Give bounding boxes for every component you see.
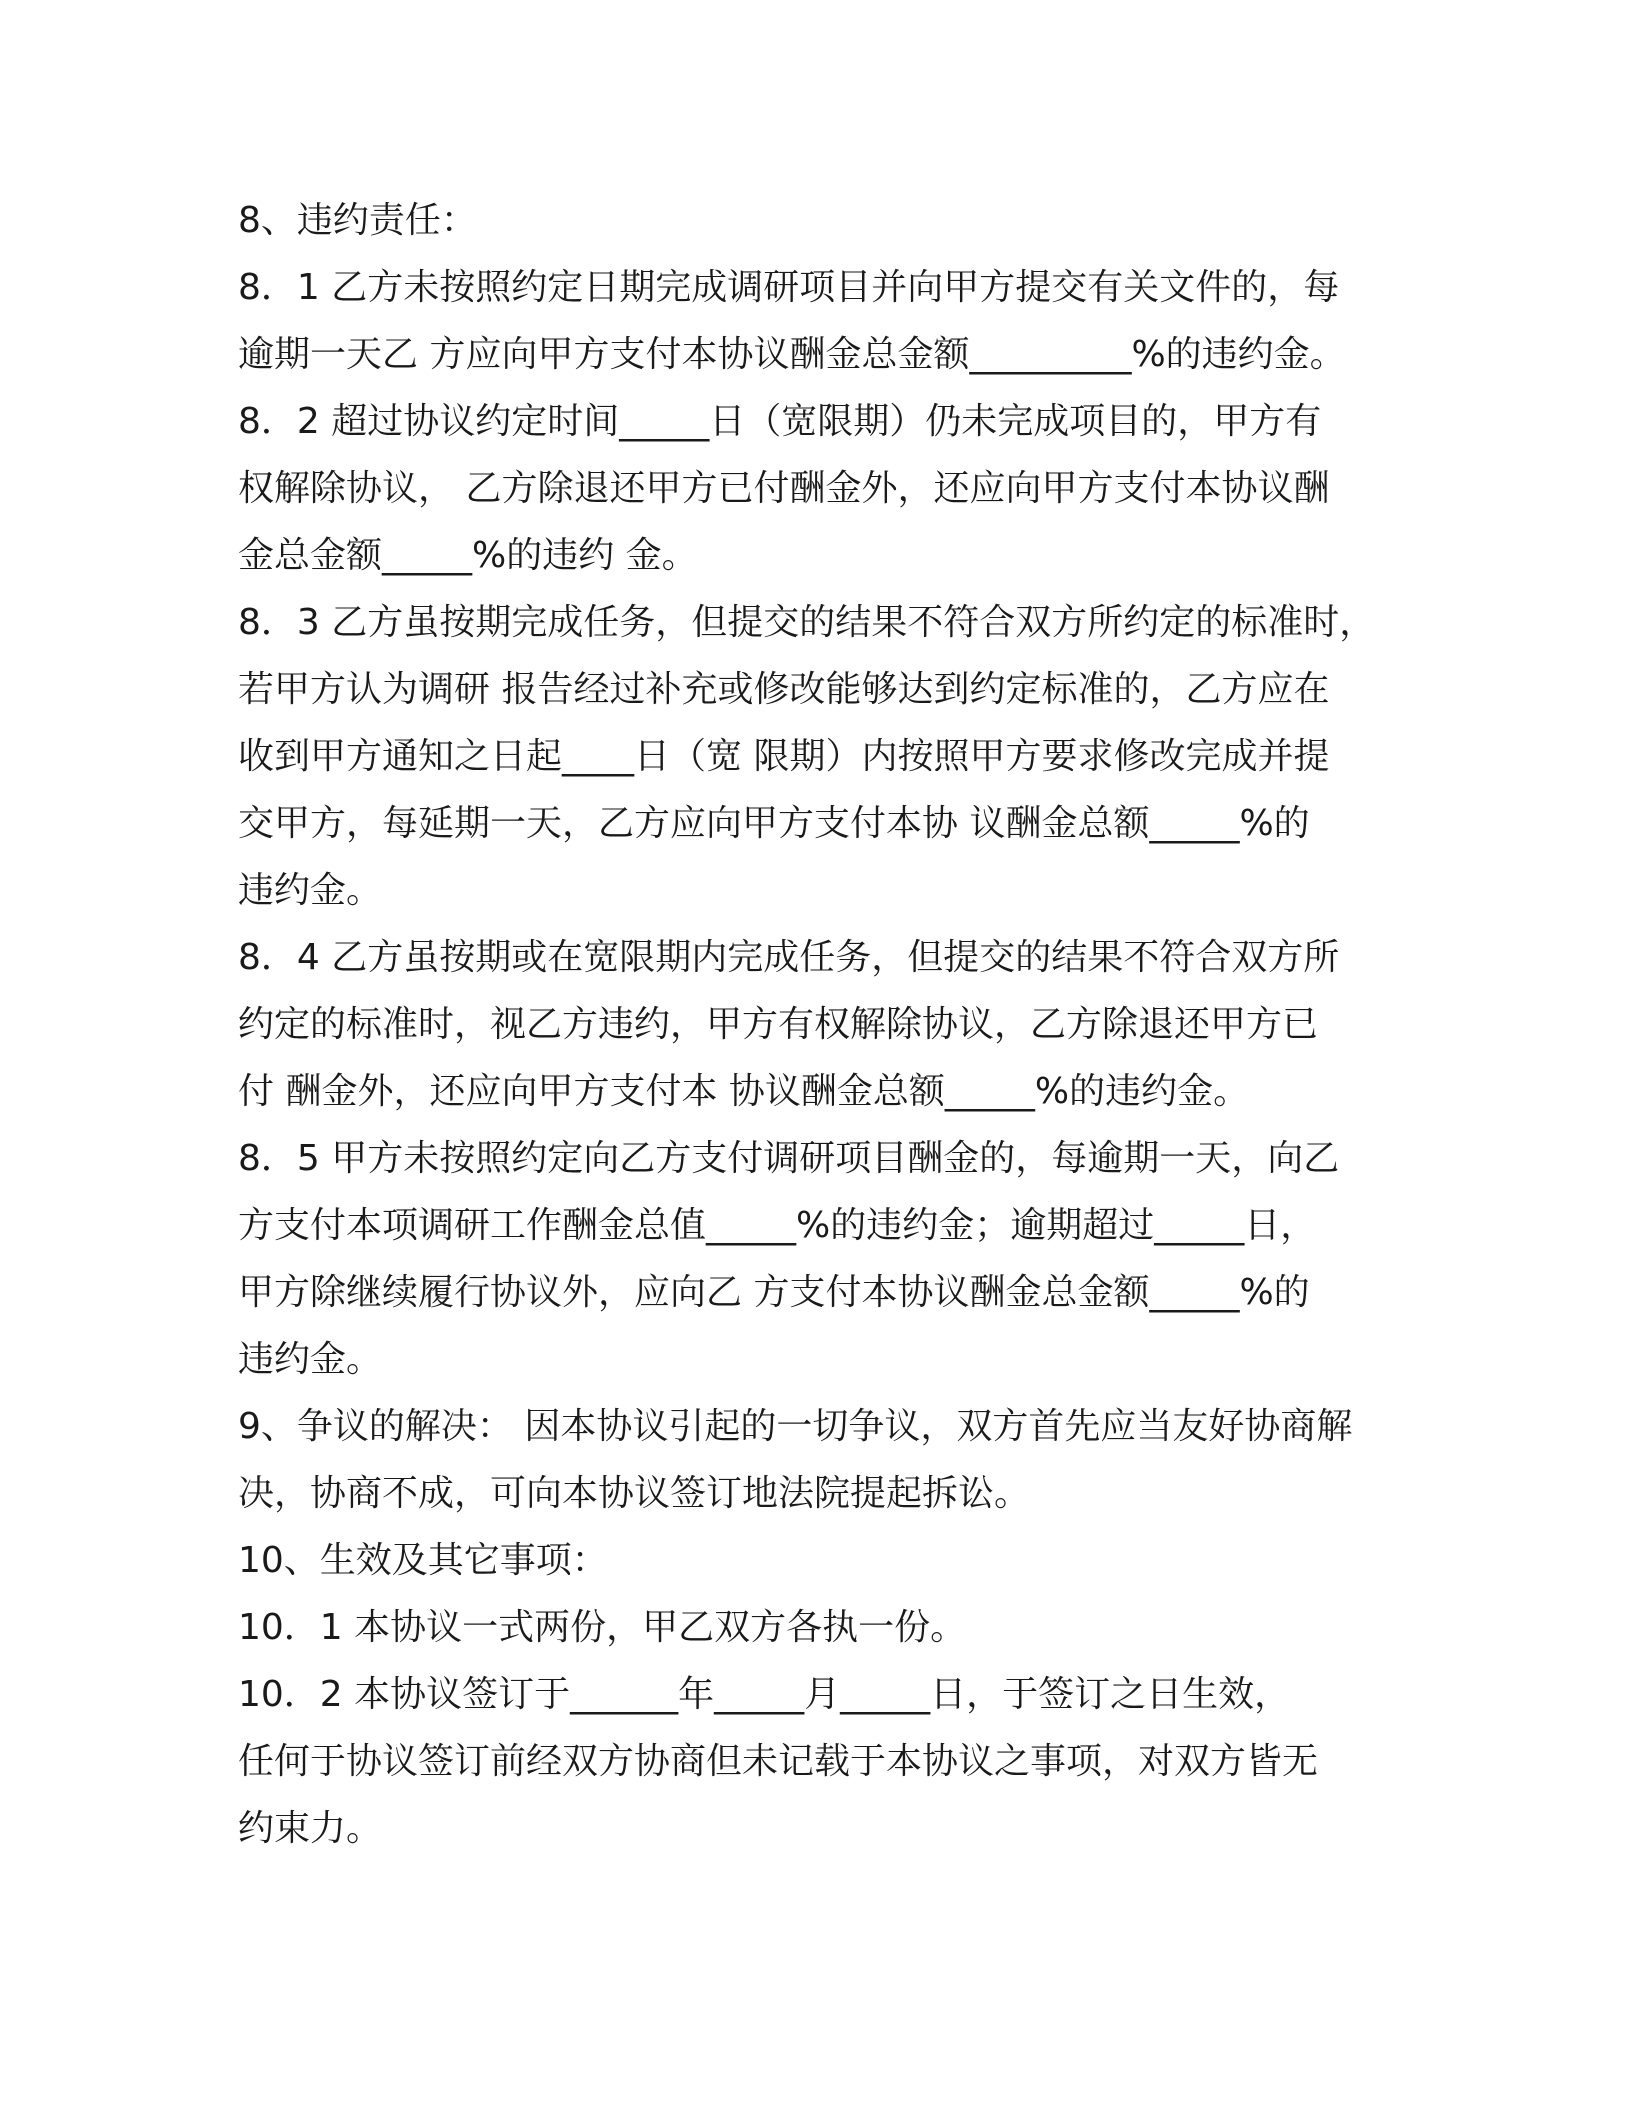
clause-8-5-line-3: 甲方除继续履行协议外，应向乙 方支付本协议酬金总金额_____%的 (238, 1272, 1310, 1313)
section-9-line-2: 决，协商不成，可向本协议签订地法院提起拆讼。 (238, 1473, 1031, 1514)
clause-8-3-line-3: 收到甲方通知之日起____日（宽 限期）内按照甲方要求修改完成并提 (238, 736, 1330, 777)
clause-8-3-line-2: 若甲方认为调研 报告经过补充或修改能够达到约定标准的，乙方应在 (238, 669, 1330, 710)
clause-8-3-line-5: 违约金。 (238, 870, 383, 911)
clause-10-2-line-3: 约束力。 (238, 1808, 383, 1849)
clause-10-2-line-2: 任何于协议签订前经双方协商但未记载于本协议之事项，对双方皆无 (238, 1741, 1319, 1782)
clause-8-1-line-1: 8．1 乙方未按照约定日期完成调研项目并向甲方提交有关文件的，每 (238, 267, 1340, 308)
clause-8-4-line-1: 8．4 乙方虽按期或在宽限期内完成任务，但提交的结果不符合双方所 (238, 937, 1340, 978)
document-body (238, 187, 1398, 1862)
clause-8-5-line-1: 8．5 甲方未按照约定向乙方支付调研项目酬金的，每逾期一天，向乙 (238, 1138, 1340, 1179)
clause-8-4-line-3: 付 酬金外，还应向甲方支付本 协议酬金总额_____%的违约金。 (238, 1071, 1250, 1112)
section-10-heading: 10、生效及其它事项： (238, 1540, 608, 1581)
clause-8-4-line-2: 约定的标准时，视乙方违约，甲方有权解除协议，乙方除退还甲方已 (238, 1004, 1319, 1045)
section-8-heading: 8、违约责任： (238, 200, 477, 241)
section-9-line-1: 9、争议的解决： 因本协议引起的一切争议，双方首先应当友好协商解 (238, 1406, 1353, 1447)
clause-8-2-line-3: 金总金额_____%的违约 金。 (238, 535, 698, 576)
clause-10-1: 10．1 本协议一式两份，甲乙双方各执一份。 (238, 1607, 967, 1648)
clause-8-1-line-2: 逾期一天乙 方应向甲方支付本协议酬金总金额_________%的违约金。 (238, 334, 1346, 375)
clause-8-5-line-2: 方支付本项调研工作酬金总值_____%的违约金；逾期超过_____日， (238, 1205, 1317, 1246)
clause-8-2-line-1: 8．2 超过协议约定时间_____日（宽限期）仍未完成项目的，甲方有 (238, 401, 1322, 442)
clause-8-5-line-4: 违约金。 (238, 1339, 383, 1380)
clause-8-3-line-4: 交甲方，每延期一天，乙方应向甲方支付本协 议酬金总额_____%的 (238, 803, 1310, 844)
clause-8-3-line-1: 8．3 乙方虽按期完成任务，但提交的结果不符合双方所约定的标准时， (238, 602, 1376, 643)
clause-8-2-line-2: 权解除协议， 乙方除退还甲方已付酬金外，还应向甲方支付本协议酬 (238, 468, 1330, 509)
clause-10-2-line-1: 10．2 本协议签订于______年_____月_____日，于签订之日生效， (238, 1674, 1291, 1715)
